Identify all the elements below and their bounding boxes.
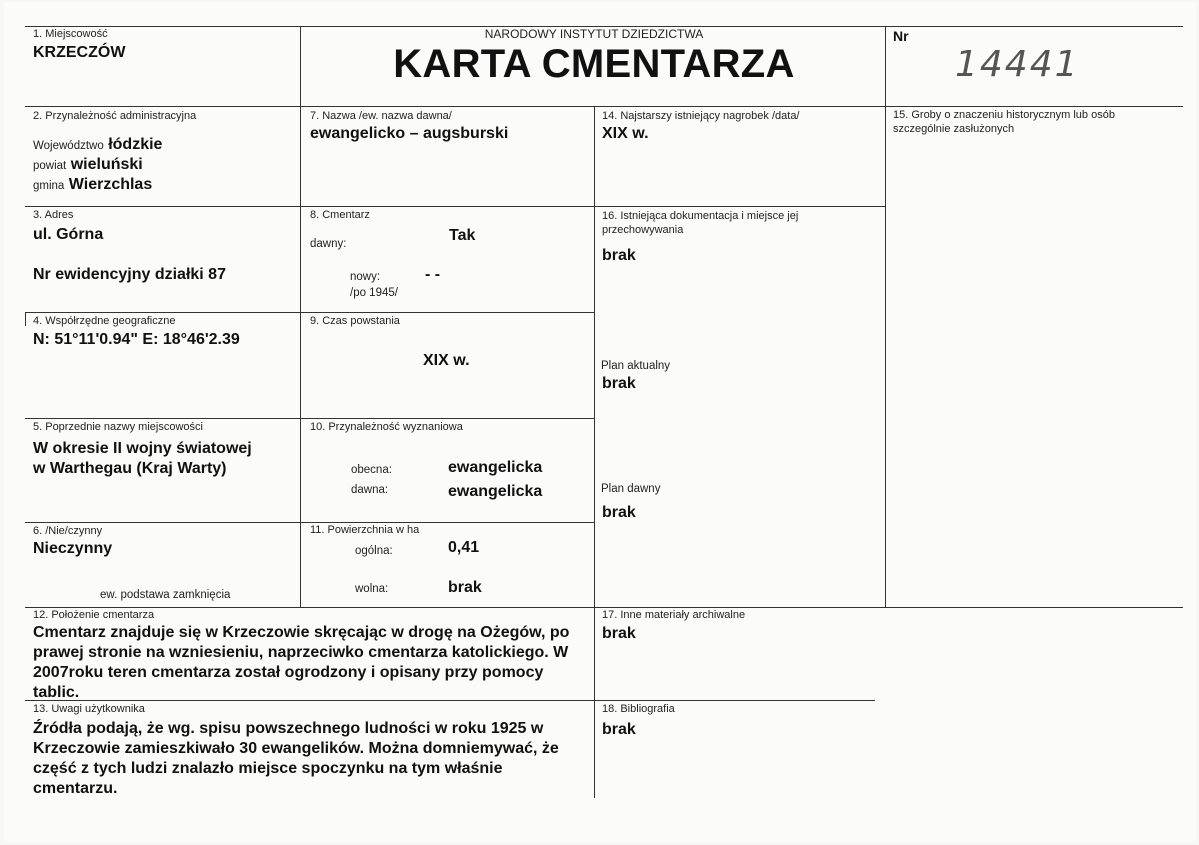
former-denomination-value: ewangelicka: [448, 483, 543, 500]
field-3-label: 3. Adres: [33, 209, 74, 221]
rule-col-2: [594, 106, 595, 798]
locality-value: KRZECZÓW: [33, 44, 126, 61]
rule-row-6: [25, 607, 1183, 608]
field-7-label: 7. Nazwa /ew. nazwa dawna/: [310, 110, 452, 122]
field-10-label: 10. Przynależność wyznaniowa: [310, 421, 463, 433]
active-status-value: Nieczynny: [33, 540, 113, 557]
voivodeship-row: [33, 136, 162, 154]
county-row: [33, 156, 143, 174]
bibliography-value: brak: [602, 721, 636, 738]
current-denomination-value: ewangelicka: [448, 459, 543, 476]
rule-left-tick: [25, 312, 26, 326]
rule-row-2: [25, 206, 885, 207]
old-plan-label: Plan dawny: [601, 483, 661, 495]
field-9-label: 9. Czas powstania: [310, 315, 400, 327]
documentation-value: brak: [602, 247, 636, 264]
coordinates-value: N: 51°11'0.94" E: 18°46'2.39: [33, 331, 240, 348]
field-18-label: 18. Bibliografia: [602, 703, 675, 715]
field-12-label: 12. Położenie cmentarza: [33, 609, 155, 621]
old-plan-value: brak: [602, 504, 636, 521]
field-14-label: 14. Najstarszy istniejący nagrobek /data/: [602, 110, 800, 122]
cemetery-name-value: ewangelicko – augsburski: [310, 125, 509, 142]
rule-col-3: [885, 26, 886, 607]
institute-name: NARODOWY INSTYTUT DZIEDZICTWA: [484, 27, 704, 41]
county-value: wieluński: [70, 156, 143, 173]
field-4-label: 4. Współrzędne geograficzne: [33, 315, 176, 327]
field-6-label: 6. /Nie/czynny: [33, 525, 103, 537]
field-13-label: 13. Uwagi użytkownika: [33, 703, 145, 715]
free-area-label: wolna:: [355, 583, 389, 595]
plot-number-value: Nr ewidencyjny działki 87: [33, 266, 226, 283]
total-area-value: 0,41: [448, 539, 480, 556]
nr-handwritten-value: 14441: [955, 44, 1080, 85]
field-1-label: 1. Miejscowość: [33, 28, 108, 40]
new-cemetery-value: - -: [425, 266, 441, 283]
field-2-label: 2. Przynależność administracyjna: [33, 110, 197, 122]
closure-basis-label: ew. podstawa zamknięcia: [100, 589, 231, 601]
field-8-label: 8. Cmentarz: [310, 209, 370, 221]
county-label: powiat: [33, 160, 67, 172]
current-plan-label: Plan aktualny: [601, 360, 671, 372]
founding-time-value: XIX w.: [423, 352, 470, 369]
field-5-label: 5. Poprzednie nazwy miejscowości: [33, 421, 203, 433]
former-names-line-1: W okresie II wojny światowej: [33, 440, 252, 457]
new-cemetery-label: nowy:: [350, 271, 381, 283]
page-title: KARTA CMENTARZA: [393, 42, 795, 86]
voivodeship-value: łódzkie: [108, 136, 163, 153]
commune-label: gmina: [33, 180, 65, 192]
cemetery-location-text: Cmentarz znajduje się w Krzeczowie skręcając w drogę na Ożegów, po prawej stronie na wzniesieniu, naprzeciwko cmentarza katolickiego. W 2007roku teren cmentarza został ogrodzony i opisany przy pomocy tablic.: [33, 624, 570, 701]
commune-row: [33, 176, 152, 194]
old-cemetery-value: Tak: [449, 227, 476, 244]
archival-materials-value: brak: [602, 625, 636, 642]
total-area-label: ogólna:: [355, 545, 393, 557]
field-15-label: 15. Groby o znaczeniu historycznym lub osób szczególnie zasłużonych: [893, 109, 1115, 135]
field-16-label: 16. Istniejąca dokumentacja i miejsce jej przechowywania: [602, 210, 799, 236]
rule-row-4: [25, 418, 595, 419]
rule-col-1: [300, 26, 301, 607]
current-plan-value: brak: [602, 375, 636, 392]
oldest-tombstone-value: XIX w.: [602, 125, 649, 142]
field-17-label: 17. Inne materiały archiwalne: [602, 609, 746, 621]
street-value: ul. Górna: [33, 226, 104, 243]
free-area-value: brak: [448, 579, 482, 596]
former-denomination-label: dawna:: [351, 484, 389, 496]
new-cemetery-sublabel: /po 1945/: [350, 287, 398, 299]
current-denomination-label: obecna:: [351, 464, 392, 476]
nr-label: Nr: [893, 28, 909, 44]
former-names-line-2: w Warthegau (Kraj Warty): [33, 460, 227, 477]
field-11-label: 11. Powierzchnia w ha: [310, 524, 420, 536]
rule-row-3: [25, 312, 595, 313]
commune-value: Wierzchlas: [68, 176, 153, 193]
rule-header-bottom: [25, 106, 1183, 107]
old-cemetery-label: dawny:: [310, 238, 347, 250]
voivodeship-label: Województwo: [33, 140, 104, 152]
rule-row-5: [25, 522, 595, 523]
user-remarks-text: Źródła podają, że wg. spisu powszechnego ludności w roku 1925 w Krzeczowie zamieszkiwało 30 ewangelików. Można domniemywać, że część z tych ludzi znalazło miejsce spoczynku na tym właśnie cmentarzu.: [33, 720, 559, 797]
